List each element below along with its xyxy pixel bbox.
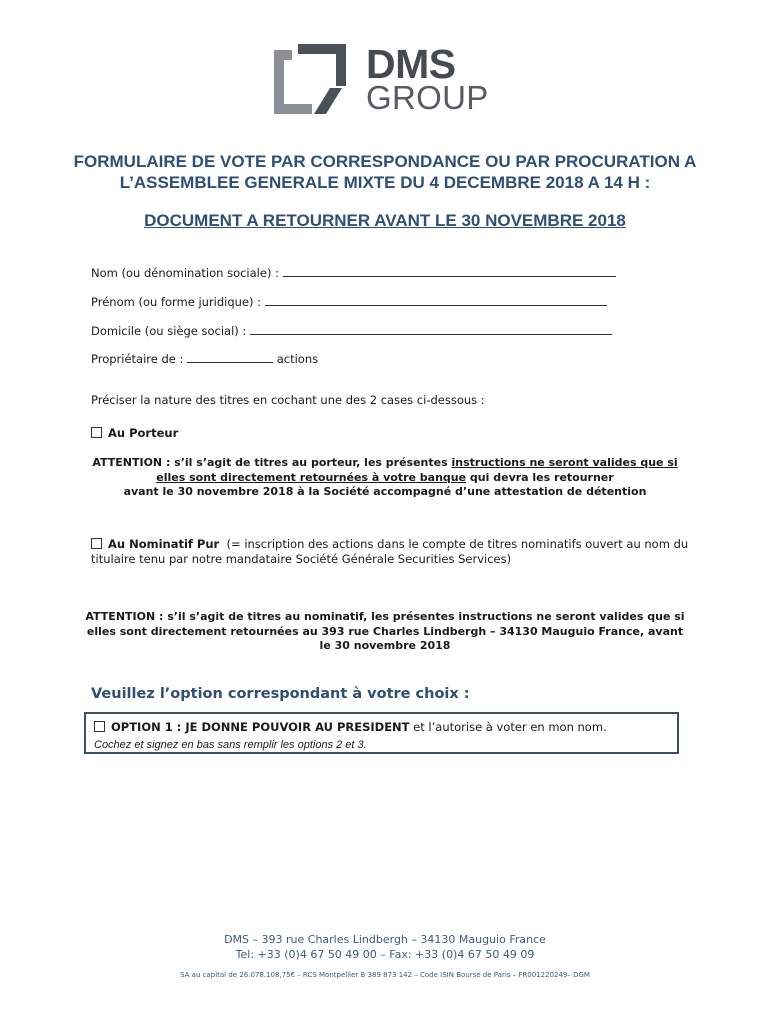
prenom-field[interactable] — [91, 293, 607, 310]
porteur-att-text-b: qui devra les retourner — [466, 471, 614, 484]
nominatif-desc-line2: titulaire tenu par notre mandataire Société Générale Securities Services) — [91, 552, 512, 566]
option1-note: Cochez et signez en bas sans remplir les options 2 et 3. — [94, 739, 367, 751]
porteur-attention-line3: avant le 30 novembre 2018 à la Société accompagné d’une attestation de détention — [123, 485, 647, 498]
form-title-line2: L’ASSEMBLEE GENERALE MIXTE DU 4 DECEMBRE 2018 A 14 H : — [119, 173, 651, 192]
nom-input-line[interactable] — [283, 264, 616, 277]
logo-bracket-icon — [272, 42, 352, 116]
actions-count-input-line[interactable] — [187, 350, 273, 363]
footer-legal: SA au capital de 26.078.108,75€ – RCS Montpellier B 389 873 142 – Code ISIN Bourse de Paris – FR001220249– DGM — [180, 971, 590, 979]
footer-phone: Tel: +33 (0)4 67 50 49 00 – Fax: +33 (0)4 67 50 49 09 — [235, 948, 535, 961]
domicile-label: Domicile (ou siège social) : — [91, 324, 247, 338]
proprietaire-suffix: actions — [276, 352, 319, 366]
porteur-att-text-a: ATTENTION : s’il s’agit de titres au porteur, les présentes — [92, 456, 452, 469]
proprietaire-field[interactable] — [91, 350, 318, 367]
option1-checkbox[interactable] — [94, 721, 105, 732]
nominatif-attention-line3: le 30 novembre 2018 — [319, 639, 451, 652]
option1-line[interactable] — [94, 720, 607, 735]
titres-instruction: Préciser la nature des titres en cochant une des 2 cases ci-dessous : — [91, 393, 485, 407]
nominatif-attention-line2: elles sont directement retournées au 393 rue Charles Lindbergh – 34130 Mauguio France, avant — [86, 625, 684, 638]
choice-heading: Veuillez l’option correspondant à votre choix : — [91, 686, 470, 702]
nom-label: Nom (ou dénomination sociale) : — [91, 266, 279, 280]
porteur-att-underlined-a: instructions ne seront valides que si — [451, 456, 678, 469]
option1-label: OPTION 1 : JE DONNE POUVOIR AU PRESIDENT — [111, 720, 410, 734]
option1-box[interactable] — [84, 712, 679, 754]
domicile-input-line[interactable] — [250, 322, 612, 335]
porteur-option[interactable] — [91, 426, 178, 441]
nominatif-checkbox[interactable] — [91, 538, 102, 549]
footer-address: DMS – 393 rue Charles Lindbergh – 34130 Mauguio France — [224, 933, 546, 946]
prenom-label: Prénom (ou forme juridique) : — [91, 295, 262, 309]
proprietaire-label: Propriétaire de : — [91, 352, 184, 366]
porteur-attention-line1 — [0, 455, 770, 470]
option1-rest: et l’autorise à voter en mon nom. — [409, 720, 607, 734]
porteur-attention-line2 — [0, 470, 770, 485]
nominatif-option[interactable] — [91, 537, 688, 552]
form-title-line1: FORMULAIRE DE VOTE PAR CORRESPONDANCE OU PAR PROCURATION A — [73, 152, 697, 171]
nominatif-label: Au Nominatif Pur — [108, 537, 220, 551]
logo-brand-main: DMS — [366, 41, 456, 87]
prenom-input-line[interactable] — [265, 293, 607, 306]
nom-field[interactable] — [91, 264, 616, 281]
domicile-field[interactable] — [91, 322, 612, 339]
porteur-checkbox[interactable] — [91, 427, 102, 438]
porteur-att-underlined-b: elles sont directement retournées à votre banque — [156, 471, 467, 484]
nominatif-attention-line1: ATTENTION : s’il s’agit de titres au nominatif, les présentes instructions ne seront valides que si — [85, 610, 685, 623]
deadline-title: DOCUMENT A RETOURNER AVANT LE 30 NOVEMBRE 2018 — [144, 211, 626, 230]
nominatif-desc-line1: (= inscription des actions dans le compte de titres nominatifs ouvert au nom du — [226, 537, 689, 551]
footer-contact — [0, 932, 770, 962]
dms-group-logo — [272, 42, 502, 116]
porteur-label: Au Porteur — [108, 426, 179, 440]
logo-brand-sub: GROUP — [366, 79, 489, 116]
